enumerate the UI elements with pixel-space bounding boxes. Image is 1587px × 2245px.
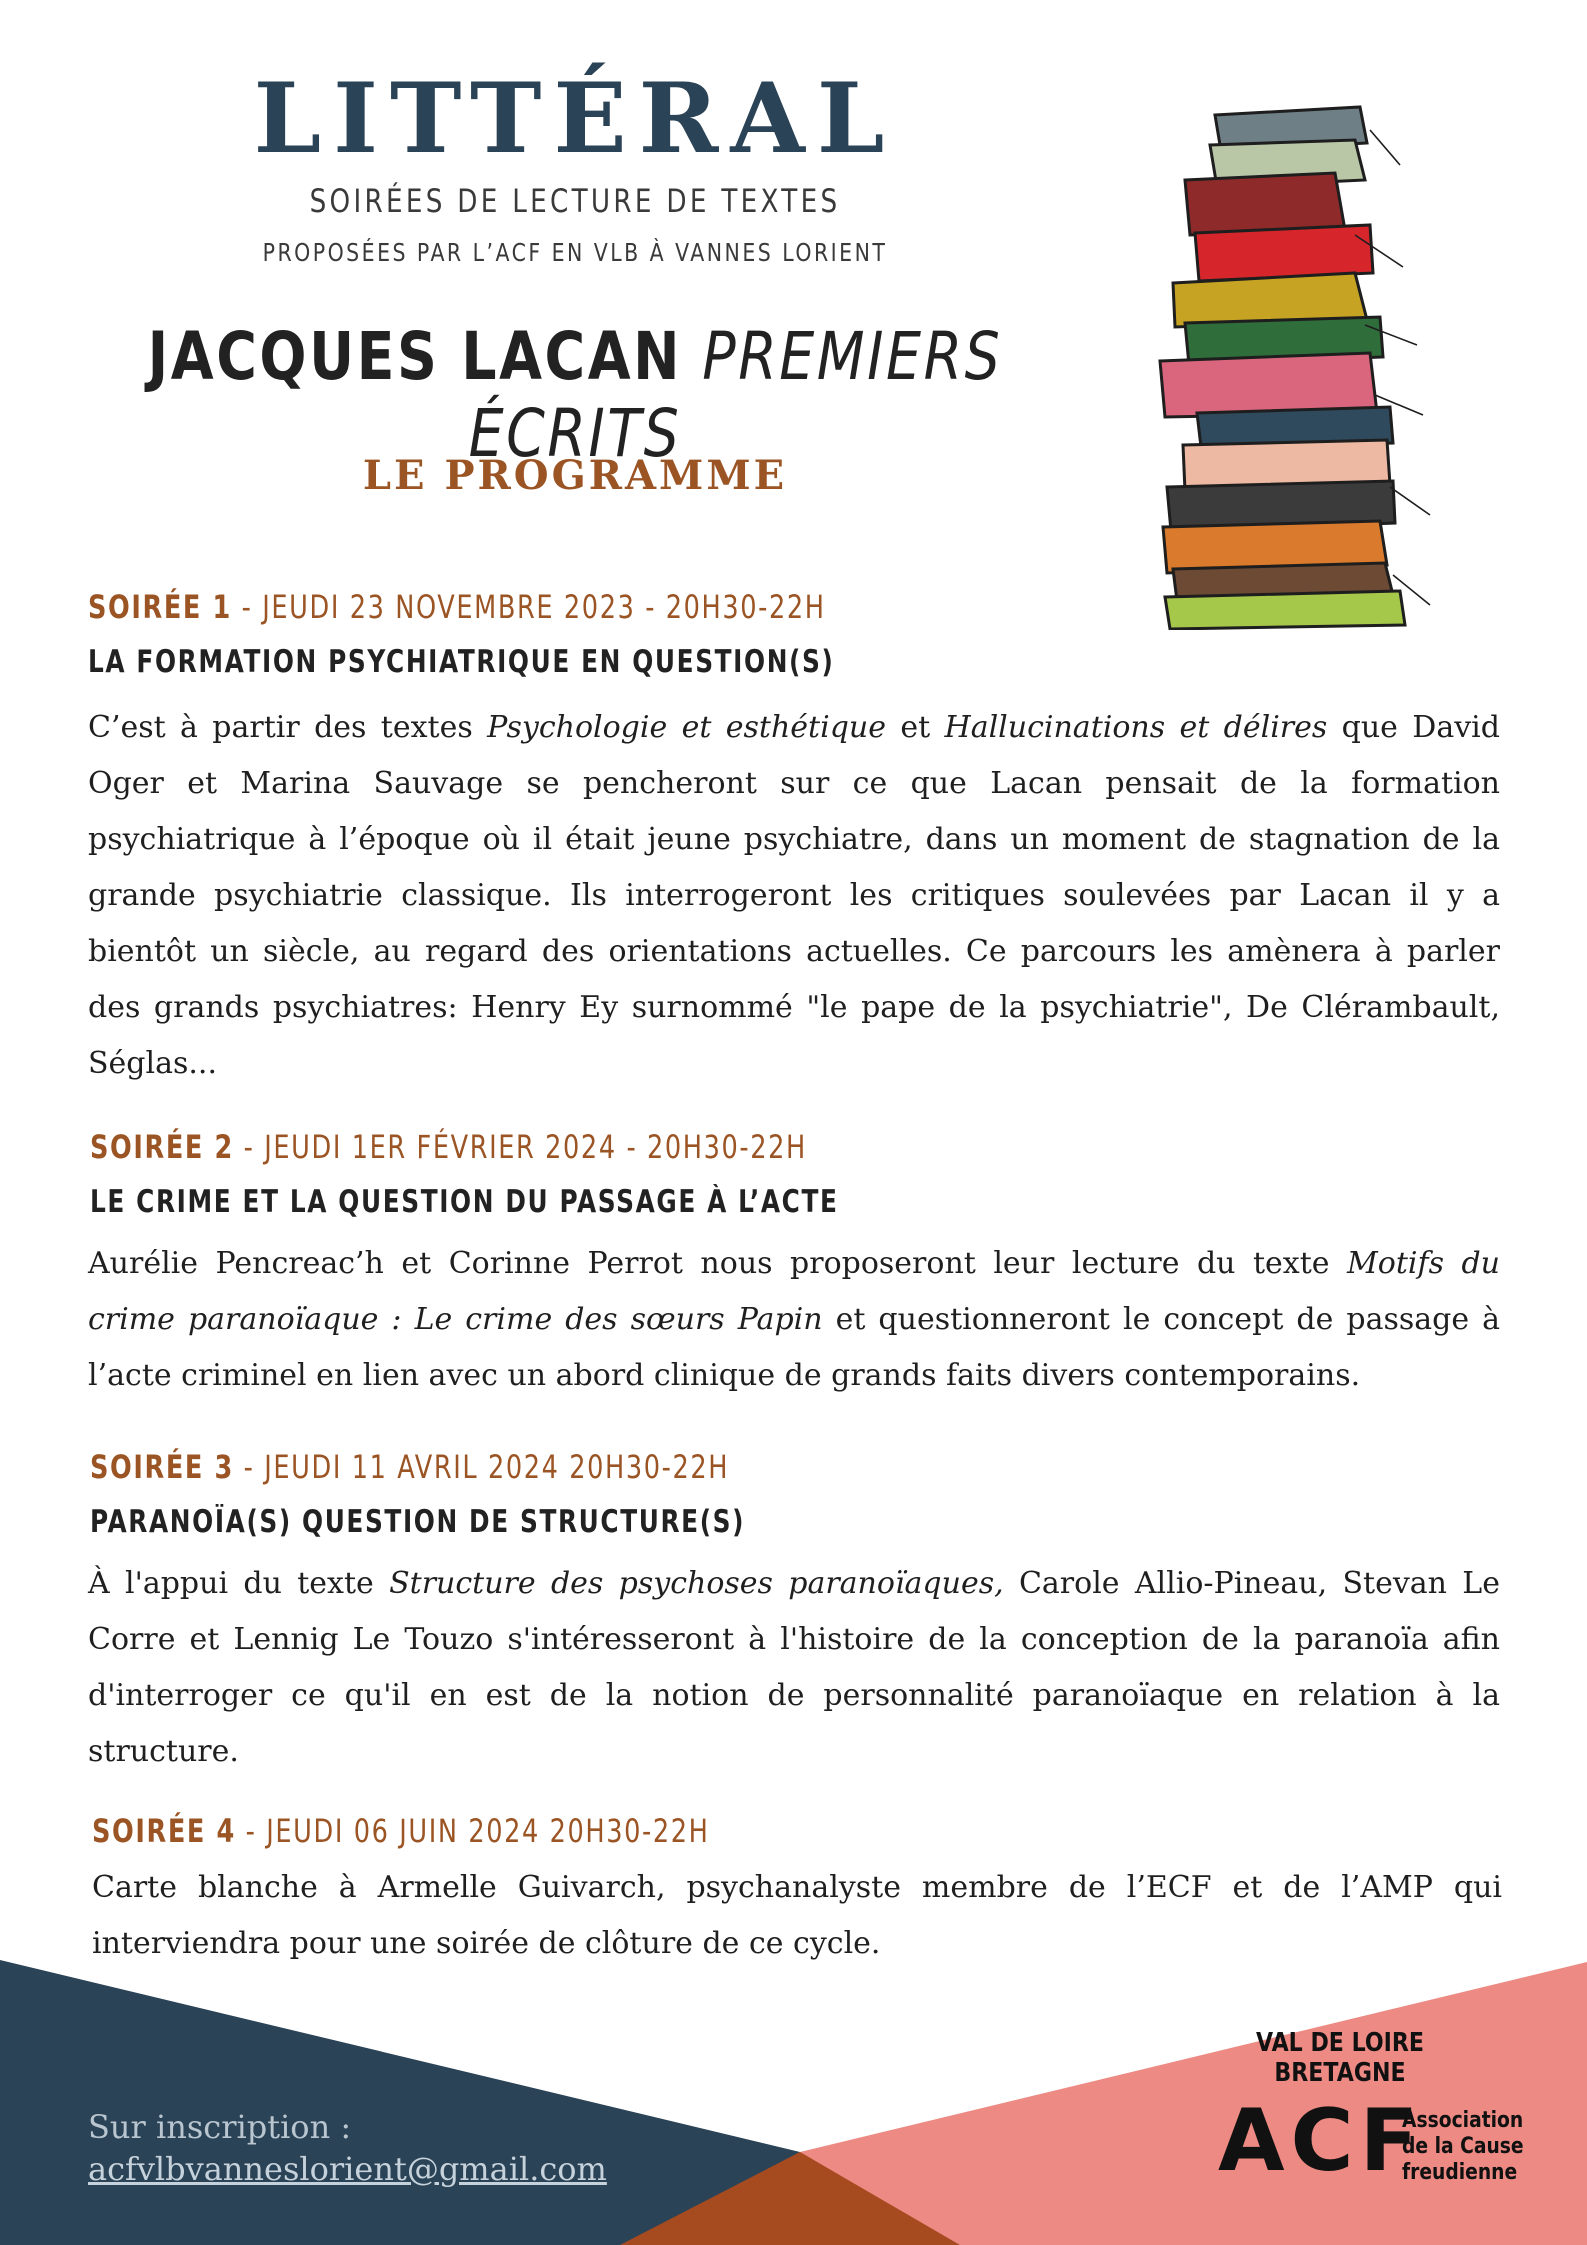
session-1-text-a: C’est à partir des textes <box>88 710 488 745</box>
session-3-description <box>88 1556 1500 1780</box>
session-2-text-b: et questionneront le concept de passage à l’acte criminel en lien avec un abord clinique de grands faits divers contemporains. <box>88 1302 1501 1393</box>
acf-logo-assoc-line-3: freudienne <box>1402 2160 1518 2185</box>
session-2-heading <box>90 1128 807 1166</box>
programme-heading: LE PROGRAMME <box>362 452 788 499</box>
session-3-text-a: À l'appui du texte <box>88 1566 390 1601</box>
poster-subtitle-2: PROPOSÉES PAR L’ACF EN VLB À VANNES LORIENT <box>262 238 888 267</box>
session-2-title: LE CRIME ET LA QUESTION DU PASSAGE À L’ACTE <box>90 1184 839 1220</box>
session-4-description <box>92 1860 1502 1972</box>
registration-label: Sur inscription : <box>88 2108 352 2146</box>
acf-logo-assoc-line-1: Association <box>1402 2108 1524 2133</box>
session-4-date: - JEUDI 06 JUIN 2024 20H30-22H <box>235 1812 710 1850</box>
poster-subtitle: SOIRÉES DE LECTURE DE TEXTES <box>309 182 841 220</box>
session-2-label: SOIRÉE 2 <box>90 1128 234 1166</box>
session-4-label: SOIRÉE 4 <box>92 1812 236 1850</box>
poster-title: LITTÉRAL <box>253 62 897 175</box>
headline-author: JACQUES LACAN <box>147 318 683 395</box>
session-1-text-b: et <box>885 710 945 745</box>
session-3-italic-a: Structure des psychoses paranoïaques, <box>389 1566 1004 1601</box>
session-3-title: PARANOÏA(S) QUESTION DE STRUCTURE(S) <box>90 1504 746 1540</box>
headline <box>92 318 1058 472</box>
session-2-italic-a: Motifs du crime paranoïaque : Le crime des sœurs Papin <box>88 1246 1501 1337</box>
session-3-label: SOIRÉE 3 <box>90 1448 234 1486</box>
book-stack-illustration <box>1155 95 1435 630</box>
acf-logo-letters: ACF <box>1218 2091 1425 2191</box>
session-1-text-c: que David Oger et Marina Sauvage se pencheront sur ce que Lacan pensait de la formation psychiatrique à l’époque où il était jeune psychiatre, dans un moment de stagnation de la grande psychiatrie classique. Ils interrogeront les critiques soulevées par Lacan il y a bientôt un siècle, au regard des orientations actuelles. Ce parcours les amènera à parler des grands psychiatres: Henry Ey surnommé "le pape de la psychiatrie", De Clérambault, Séglas... <box>88 710 1500 1081</box>
session-1-date: - JEUDI 23 NOVEMBRE 2023 - 20H30-22H <box>231 588 826 626</box>
session-1-italic-b: Hallucinations et délires <box>944 710 1328 745</box>
acf-logo-region-line-2: BRETAGNE <box>1274 2058 1406 2088</box>
session-1-title: LA FORMATION PSYCHIATRIQUE EN QUESTION(S) <box>88 644 835 680</box>
session-1-heading <box>88 588 826 626</box>
acf-logo-region <box>1247 2028 1434 2088</box>
session-2-text-a: Aurélie Pencreac’h et Corinne Perrot nous proposeront leur lecture du texte <box>88 1246 1348 1281</box>
acf-logo-assoc-line-2: de la Cause <box>1402 2134 1524 2159</box>
session-3-heading <box>90 1448 729 1486</box>
session-1-italic-a: Psychologie et esthétique <box>487 710 886 745</box>
acf-logo-region-line-1: VAL DE LOIRE <box>1255 2028 1425 2058</box>
session-2-date: - JEUDI 1ER FÉVRIER 2024 - 20H30-22H <box>233 1128 807 1166</box>
registration-email-link[interactable]: acfvlbvanneslorient@gmail.com <box>88 2150 607 2188</box>
session-1-label: SOIRÉE 1 <box>88 588 232 626</box>
session-4-heading <box>92 1812 710 1850</box>
session-3-date: - JEUDI 11 AVRIL 2024 20H30-22H <box>233 1448 730 1486</box>
session-3-text-b: Carole Allio-Pineau, Stevan Le Corre et Lennig Le Touzo s'intéresseront à l'histoire de la conception de la paranoïa afin d'interroger ce qu'il en est de la notion de personnalité paranoïaque en relation à la structure. <box>88 1566 1500 1769</box>
session-4-text-a: Carte blanche à Armelle Guivarch, psychanalyste membre de l’ECF et de l’AMP qui interviendra pour une soirée de clôture de ce cycle. <box>92 1870 1502 1961</box>
session-1-description <box>88 700 1500 1092</box>
headline-work: PREMIERS ÉCRITS <box>468 318 1003 472</box>
session-2-description <box>88 1236 1500 1404</box>
registration-info <box>88 2106 607 2190</box>
acf-logo-association <box>1402 2108 1524 2186</box>
